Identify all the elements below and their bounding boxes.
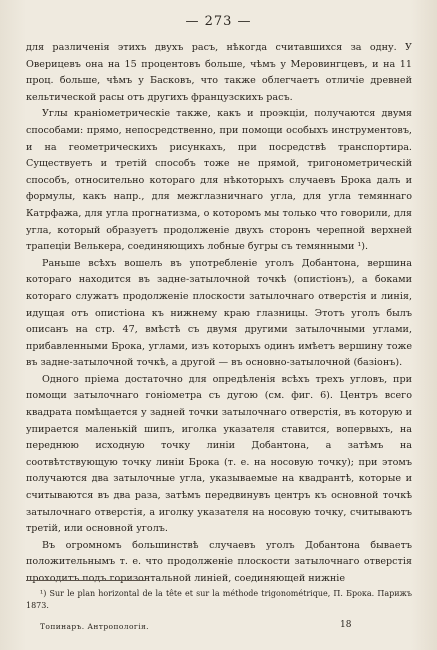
paragraph: для различенія этихъ двухъ расъ, нѣкогда считавшихся за одну. У Оверицевъ она на 15 процентовъ больше, чѣмъ у Меровингцевъ, и на 11 проц. больше, чѣмъ у Басковъ, что также облегчаетъ отличіе древней кельтической расы отъ другихъ французскихъ расъ.: [26, 42, 412, 103]
page-number: — 273 —: [185, 14, 252, 29]
paragraph: Раньше всѣхъ вошелъ въ употребленіе уголъ Добантона, вершина котораго находится въ задне-затылочной точкѣ (опистіонъ), а боками котораго служатъ продолженіе плоскости затылочнаго отверстія и линія, идущая отъ опистіона къ нижнему краю глазницы. Этотъ уголъ былъ описанъ на стр. 47, вмѣстѣ съ двумя другими затылочными углами, прибавленными Брока, углами, изъ которыхъ одинъ имѣетъ вершину тоже въ задне-затылочной точкѣ, а другой — въ основно-затылочной (базіонъ).: [26, 257, 412, 369]
body-text: [26, 40, 412, 588]
footnote: ¹) Sur le plan horizontal de la tête et sur la méthode trigonométrique, П. Брока. Парижъ 1873.: [26, 589, 412, 610]
printer-signature: Топинаръ. Антропологія.: [40, 622, 149, 631]
paragraph: Въ огромномъ большинствѣ случаевъ уголъ Добантона бываетъ положительнымъ т. е. что продолженіе плоскости затылочнаго отверстія проходитъ подъ горизонтальной линіей, соединяющей нижніе: [26, 539, 412, 584]
signature-mark: 18: [340, 620, 352, 630]
paragraph: Углы краніометрическіе также, какъ и проэкціи, получаются двумя способами: прямо, непосредственно, при помощи особыхъ инструментовъ, и на геометрическихъ рисункахъ, при посредствѣ транспортира. Существуетъ и третій способъ тоже не прямой, тригонометрическій способъ, относительно котораго для нѣкоторыхъ случаевъ Брока далъ и формулы, какъ напр., для межглазничнаго угла, для угла темяннаго Катрфажа, для угла прогнатизма, о которомъ мы только что говорили, для угла, который образуетъ продолженіе двухъ сторонъ черепной верхней трапеціи Велькера, соединяющихъ лобные бугры съ темянными ¹).: [26, 108, 412, 253]
paragraph: Одного пріема достаточно для опредѣленія всѣхъ трехъ угловъ, при помощи затылочнаго гоніометра съ дугою (см. фиг. 6). Центръ всего квадрата помѣщается у задней точки затылочнаго отверстія, въ которую и упирается маленькій шипъ, иголка указателя ставится, вопервыхъ, на переднюю исходную точку линіи Добантона, а затѣмъ на соотвѣтствующую точку линіи Брока (т. е. на носовую точку); при этомъ получаются два затылочные угла, указываемые на квадрантѣ, которые и считываются въ два раза, затѣмъ передвинувъ центръ къ основной точкѣ затылочнаго отверстія, а иголку указателя на носовую точку, считываютъ третій, или основной уголъ.: [26, 373, 412, 535]
footnote-divider: [26, 580, 146, 581]
